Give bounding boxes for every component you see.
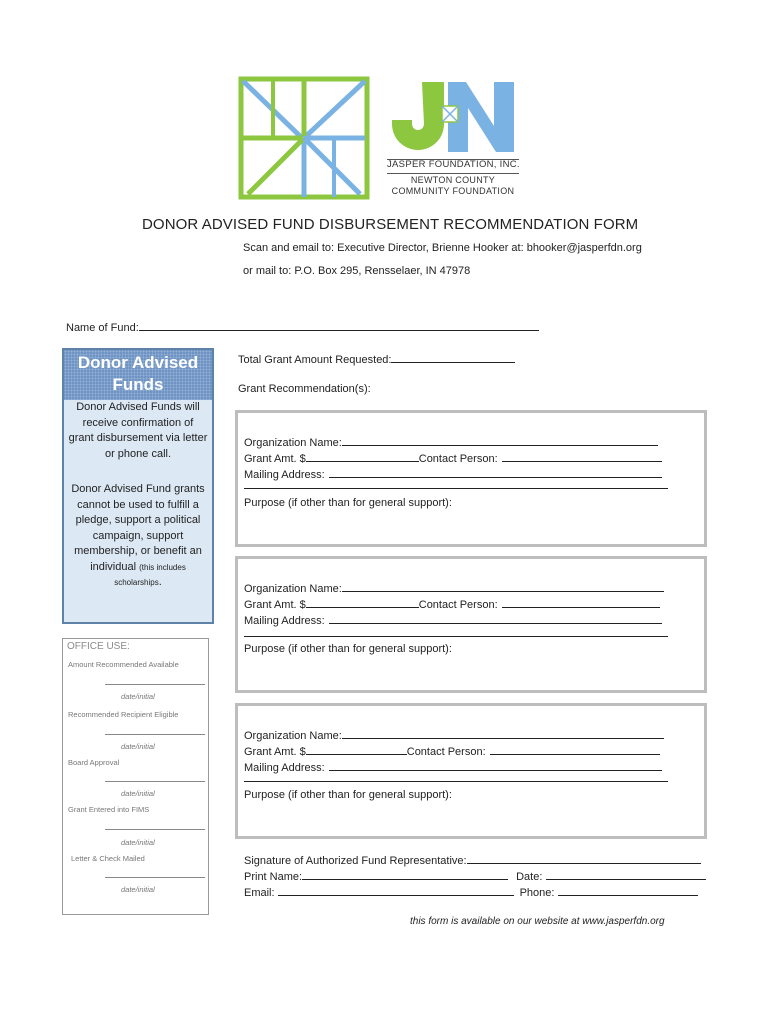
grant-amt-field[interactable] [306, 596, 419, 608]
fund-name-field[interactable] [139, 319, 539, 331]
contact-person-label: Contact Person: [406, 746, 486, 758]
mailing-address-field-2[interactable] [244, 636, 668, 637]
confirmation-note [64, 400, 212, 462]
website-note: this form is available on our website at www.jasperfdn.org [410, 916, 665, 927]
print-name-row [244, 868, 706, 884]
total-grant-label: Total Grant Amount Requested: [238, 354, 392, 366]
office-item-eligible: Recommended Recipient Eligible [68, 710, 179, 719]
fund-name-row [66, 319, 539, 335]
note-line: campaign, support [92, 529, 184, 542]
mail-instructions: or mail to: P.O. Box 295, Rensselaer, IN 47978 [243, 265, 471, 277]
logo-newton-line1: NEWTON COUNTY [410, 175, 496, 185]
contact-person-label: Contact Person: [418, 599, 498, 611]
print-name-label: Print Name: [244, 871, 303, 883]
note-individual: individual [90, 560, 137, 573]
office-item-board: Board Approval [68, 758, 120, 767]
office-line-fims[interactable] [105, 829, 205, 830]
donor-advised-heading-line2: Funds [112, 375, 164, 394]
date-initial-label: date/initial [121, 692, 155, 701]
grant-recommendation-1 [235, 410, 707, 547]
date-initial-label: date/initial [121, 789, 155, 798]
mailing-address-label: Mailing Address: [244, 762, 325, 774]
email-label: Email: [244, 887, 275, 899]
grant-amt-label: Grant Amt. $ [244, 599, 306, 611]
grant-amt-field[interactable] [306, 743, 407, 755]
grant-amt-label: Grant Amt. $ [244, 453, 306, 465]
org-name-field[interactable] [342, 727, 664, 739]
signature-field[interactable] [467, 852, 701, 864]
date-initial-label: date/initial [121, 885, 155, 894]
org-name-row [244, 434, 658, 450]
logo-newton-name [387, 175, 519, 197]
email-row [244, 884, 698, 900]
mailing-address-field-2[interactable] [244, 781, 668, 782]
note-line: membership, or benefit an [74, 545, 202, 557]
purpose-label: Purpose (if other than for general support): [244, 497, 452, 509]
fund-name-label: Name of Fund: [66, 322, 139, 334]
note-this-includes: (this includes [139, 562, 186, 572]
mailing-address-field[interactable] [329, 759, 662, 771]
contact-person-field[interactable] [490, 743, 660, 755]
mailing-address-label: Mailing Address: [244, 469, 325, 481]
office-line-letter[interactable] [105, 877, 205, 878]
note-line [64, 560, 212, 576]
note-line [64, 575, 212, 591]
office-line-amount[interactable] [105, 684, 205, 685]
amount-contact-row [244, 596, 660, 612]
donor-advised-heading-line1: Donor Advised [77, 353, 199, 372]
logo-jasper-name: JASPER FOUNDATION, INC. [387, 159, 520, 170]
donor-advised-info-box [62, 348, 214, 624]
phone-label: Phone: [519, 887, 555, 899]
logo-window-graphic [238, 76, 370, 200]
note-line: pledge, support a political [75, 514, 201, 526]
mailing-row [244, 612, 662, 628]
date-initial-label: date/initial [121, 742, 155, 751]
mailing-address-field-2[interactable] [244, 488, 668, 489]
mailing-row [244, 466, 662, 482]
print-name-field[interactable] [302, 868, 508, 880]
contact-person-field[interactable] [502, 596, 660, 608]
restrictions-note [64, 482, 212, 591]
mailing-row [244, 759, 662, 775]
date-field[interactable] [546, 868, 706, 880]
purpose-label: Purpose (if other than for general support): [244, 789, 452, 801]
org-name-label: Organization Name: [244, 437, 342, 449]
page-title: DONOR ADVISED FUND DISBURSEMENT RECOMMENDATION FORM [142, 216, 639, 233]
amount-contact-row [244, 450, 662, 466]
note-line: or phone call. [104, 447, 172, 460]
logo-rule-2 [387, 173, 519, 174]
office-line-eligible[interactable] [105, 734, 205, 735]
grant-recommendation-3 [235, 703, 707, 839]
grant-recommendations-label: Grant Recommendation(s): [238, 383, 371, 395]
mailing-address-label: Mailing Address: [244, 615, 325, 627]
office-line-board[interactable] [105, 781, 205, 782]
note-period: . [158, 576, 162, 588]
org-name-label: Organization Name: [244, 730, 342, 742]
total-grant-row [238, 351, 515, 367]
office-item-amount: Amount Recommended Available [68, 660, 179, 669]
note-line: grant disbursement via letter [68, 432, 208, 444]
contact-person-label: Contact Person: [418, 453, 498, 465]
signature-row [244, 852, 701, 868]
org-name-field[interactable] [342, 580, 664, 592]
org-name-label: Organization Name: [244, 583, 342, 595]
amount-contact-row [244, 743, 660, 759]
donor-advised-heading [64, 350, 212, 400]
mailing-address-field[interactable] [329, 612, 662, 624]
date-initial-label: date/initial [121, 838, 155, 847]
purpose-label: Purpose (if other than for general support): [244, 643, 452, 655]
note-scholarships: scholarships [114, 578, 159, 587]
grant-amt-label: Grant Amt. $ [244, 746, 306, 758]
office-item-letter: Letter & Check Mailed [71, 854, 145, 863]
org-name-row [244, 727, 664, 743]
org-name-row [244, 580, 664, 596]
office-item-fims: Grant Entered into FIMS [68, 805, 150, 814]
note-line: Donor Advised Fund grants [71, 483, 205, 495]
note-line: receive confirmation of [82, 416, 194, 429]
office-use-title: OFFICE USE: [67, 641, 130, 652]
grant-recommendation-2 [235, 556, 707, 693]
phone-field[interactable] [558, 884, 698, 896]
date-label: Date: [516, 871, 543, 883]
total-grant-field[interactable] [391, 351, 515, 363]
grant-amt-field[interactable] [306, 450, 419, 462]
logo-letters [384, 78, 520, 156]
note-line: Donor Advised Funds will [76, 401, 200, 413]
email-field[interactable] [278, 884, 514, 896]
signature-label: Signature of Authorized Fund Representative: [244, 855, 467, 867]
mailing-address-field[interactable] [329, 466, 662, 478]
logo-newton-line2: COMMUNITY FOUNDATION [391, 186, 515, 196]
office-use-box [62, 638, 209, 915]
org-name-field[interactable] [342, 434, 658, 446]
scan-email-instructions: Scan and email to: Executive Director, Brienne Hooker at: bhooker@jasperfdn.org [243, 242, 642, 254]
contact-person-field[interactable] [502, 450, 662, 462]
note-line: cannot be used to fulfill a [77, 498, 199, 511]
